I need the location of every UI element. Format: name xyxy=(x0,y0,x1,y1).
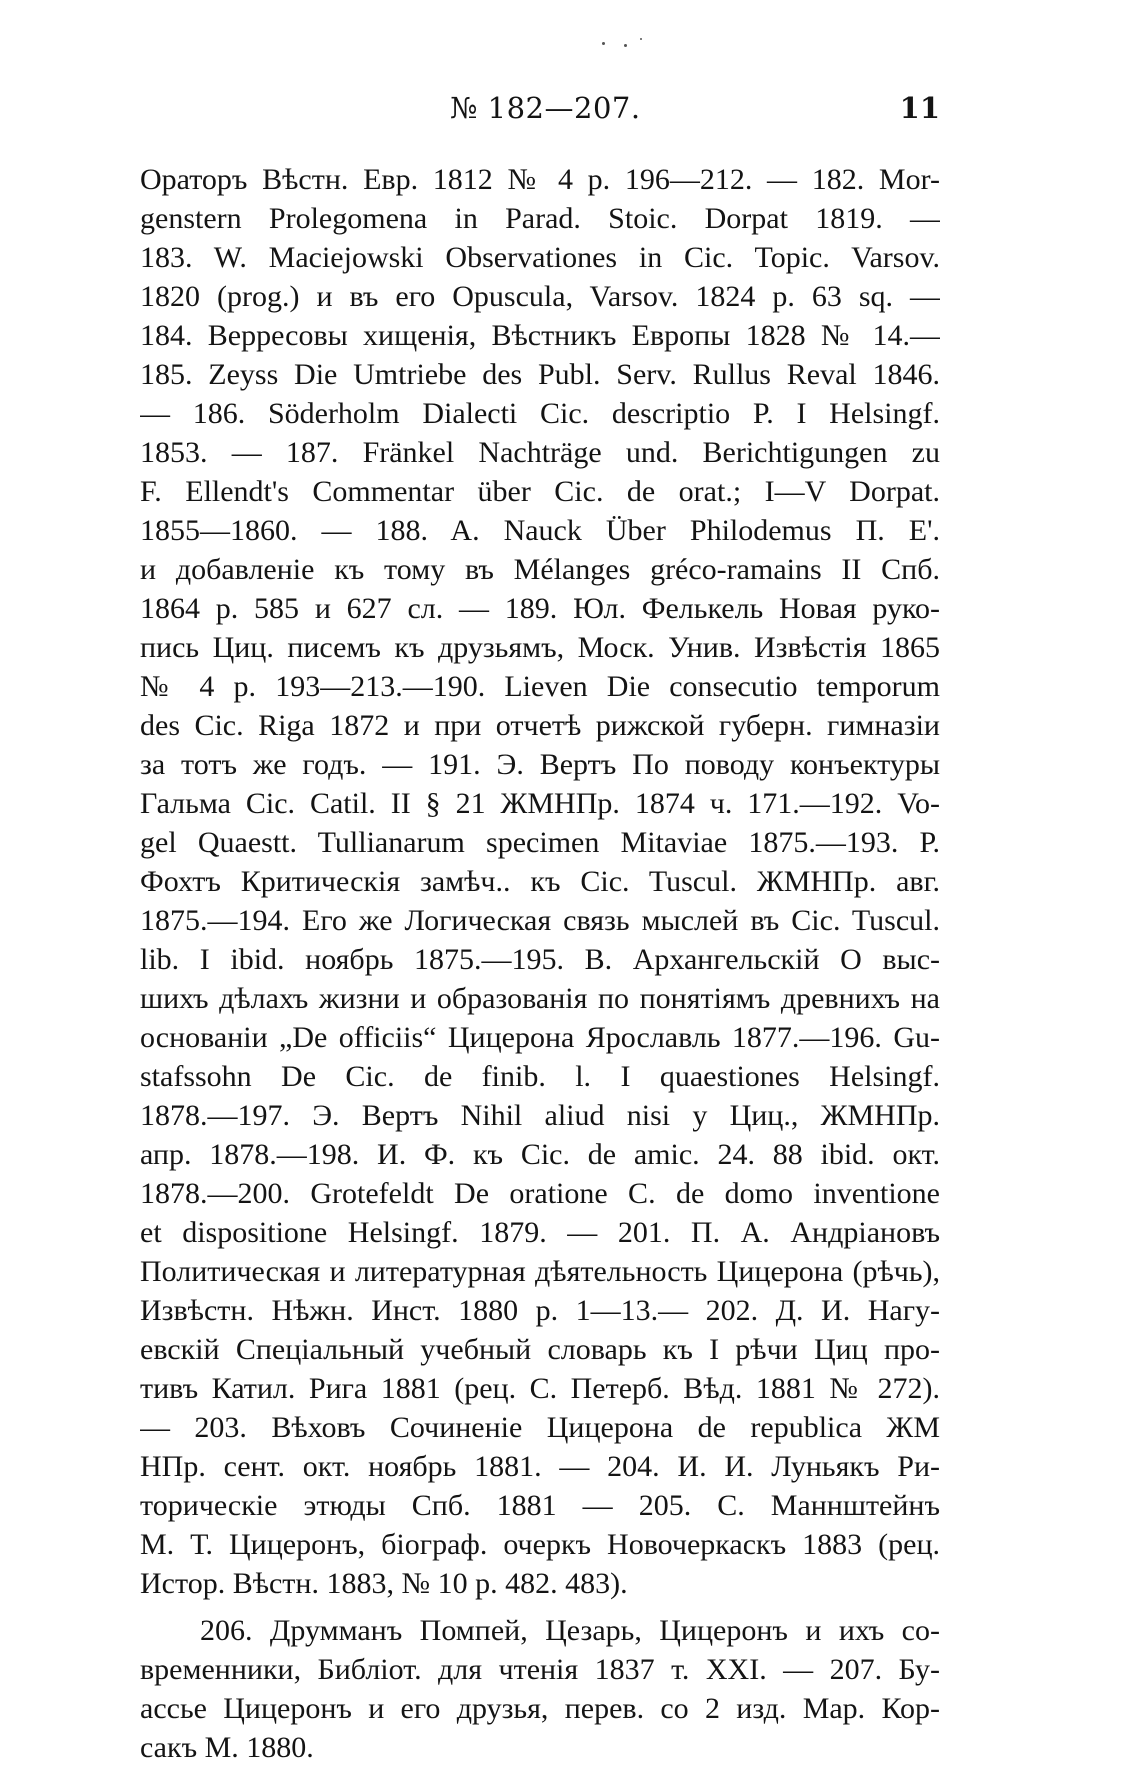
text-line: 1875.—194. Его же Логическая связь мыслей въ Cic. Tuscul. xyxy=(140,904,940,937)
text-line: lib. I ibid. ноябрь 1875.—195. В. Архангельскій О выс- xyxy=(140,943,940,976)
text-line: сакъ М. 1880. xyxy=(140,1731,314,1764)
text-line: пись Циц. писемъ къ друзьямъ, Моск. Унив. Извѣстія 1865 xyxy=(140,631,940,664)
paragraph-gap xyxy=(140,1603,940,1611)
text-line: et dispositione Helsingf. 1879. — 201. П. А. Андріановъ xyxy=(140,1216,940,1249)
text-line: Гальма Cic. Catil. II § 21 ЖМНПр. 1874 ч. 171.—192. Vo- xyxy=(140,787,940,820)
entry-range: № 182—207. xyxy=(450,91,641,125)
text-line: апр. 1878.—198. И. Ф. къ Cic. de amic. 24. 88 ibid. окт. xyxy=(140,1138,940,1171)
text-line: 1855—1860. — 188. A. Nauck Über Philodemus П. Е'. xyxy=(140,514,940,547)
ink-speck xyxy=(640,38,642,40)
text-line: stafssohn De Cic. de finib. l. I quaestiones Helsingf. xyxy=(140,1060,940,1093)
text-line: шихъ дѣлахъ жизни и образованія по понятіямъ древнихъ на xyxy=(140,982,940,1015)
ink-speck xyxy=(624,44,627,47)
text-line: — 203. Вѣховъ Сочиненіе Цицерона de republica ЖМ xyxy=(140,1411,940,1444)
paragraph xyxy=(140,160,940,1603)
text-line: основаніи „De officiis“ Цицерона Ярославль 1877.—196. Gu- xyxy=(140,1021,940,1054)
text-line: и добавленіе къ тому въ Mélanges gréco-ramains II Спб. xyxy=(140,553,940,586)
page-number: 11 xyxy=(899,91,940,125)
text-line: 185. Zeyss Die Umtriebe des Publ. Serv. Rullus Reval 1846. xyxy=(140,358,940,391)
text-line: торическіе этюды Спб. 1881 — 205. С. Маннштейнъ xyxy=(140,1489,940,1522)
text-line: des Cic. Riga 1872 и при отчетѣ рижской губерн. гимназіи xyxy=(140,709,940,742)
paragraph xyxy=(140,1611,940,1767)
text-line: М. Т. Цицеронъ, біограф. очеркъ Новочеркаскъ 1883 (рец. xyxy=(140,1528,940,1561)
text-line: тивъ Катил. Рига 1881 (рец. С. Петерб. Вѣд. 1881 № 272). xyxy=(140,1372,940,1405)
text-line: gel Quaestt. Tullianarum specimen Mitaviae 1875.—193. Р. xyxy=(140,826,940,859)
text-line: НПр. сент. окт. ноябрь 1881. — 204. И. И. Луньякъ Ри- xyxy=(140,1450,940,1483)
text-line: genstern Prolegomena in Parad. Stoic. Dorpat 1819. — xyxy=(140,202,940,235)
text-line: F. Ellendt's Commentar über Cic. de orat.; I—V Dorpat. xyxy=(140,475,940,508)
text-line: временники, Библіот. для чтенія 1837 т. XXI. — 207. Бу- xyxy=(140,1653,940,1686)
text-line: 1820 (prog.) и въ его Opuscula, Varsov. 1824 p. 63 sq. — xyxy=(140,280,940,313)
text-line: 1853. — 187. Fränkel Nachträge und. Berichtigungen zu xyxy=(140,436,940,469)
text-line: ассье Цицеронъ и его друзья, перев. со 2 изд. Мар. Кор- xyxy=(140,1692,940,1725)
text-line: Фохтъ Критическія замѣч.. къ Cic. Tuscul. ЖМНПр. авг. xyxy=(140,865,940,898)
text-line: Извѣстн. Нѣжн. Инст. 1880 р. 1—13.— 202. Д. И. Нагу- xyxy=(140,1294,940,1327)
running-header xyxy=(140,88,940,138)
ink-speck xyxy=(602,42,605,45)
text-line: евскій Спеціальный учебный словарь къ I рѣчи Циц про- xyxy=(140,1333,940,1366)
bibliography-text xyxy=(140,160,940,1767)
text-line: Политическая и литературная дѣятельность Цицерона (рѣчь), xyxy=(140,1255,940,1288)
text-line: 1864 р. 585 и 627 сл. — 189. Юл. Фелькель Новая руко- xyxy=(140,592,940,625)
text-line: 1878.—200. Grotefeldt De oratione C. de domo inventione xyxy=(140,1177,940,1210)
text-line: № 4 р. 193—213.—190. Lieven Die consecutio temporum xyxy=(140,670,940,703)
text-line: — 186. Söderholm Dialecti Cic. descriptio P. I Helsingf. xyxy=(140,397,940,430)
text-line: Ораторъ Вѣстн. Евр. 1812 № 4 р. 196—212. — 182. Mor- xyxy=(140,163,940,196)
text-line: 184. Верресовы хищенія, Вѣстникъ Европы 1828 № 14.— xyxy=(140,319,940,352)
text-line: 206. Друмманъ Помпей, Цезарь, Цицеронъ и ихъ со- xyxy=(200,1614,940,1647)
text-line: за тотъ же годъ. — 191. Э. Вертъ По поводу конъектуры xyxy=(140,748,940,781)
text-line: 1878.—197. Э. Вертъ Nihil aliud nisi у Циц., ЖМНПр. xyxy=(140,1099,940,1132)
text-line: 183. W. Maciejowski Observationes in Cic. Topic. Varsov. xyxy=(140,241,940,274)
text-line: Истор. Вѣстн. 1883, № 10 р. 482. 483). xyxy=(140,1567,628,1600)
